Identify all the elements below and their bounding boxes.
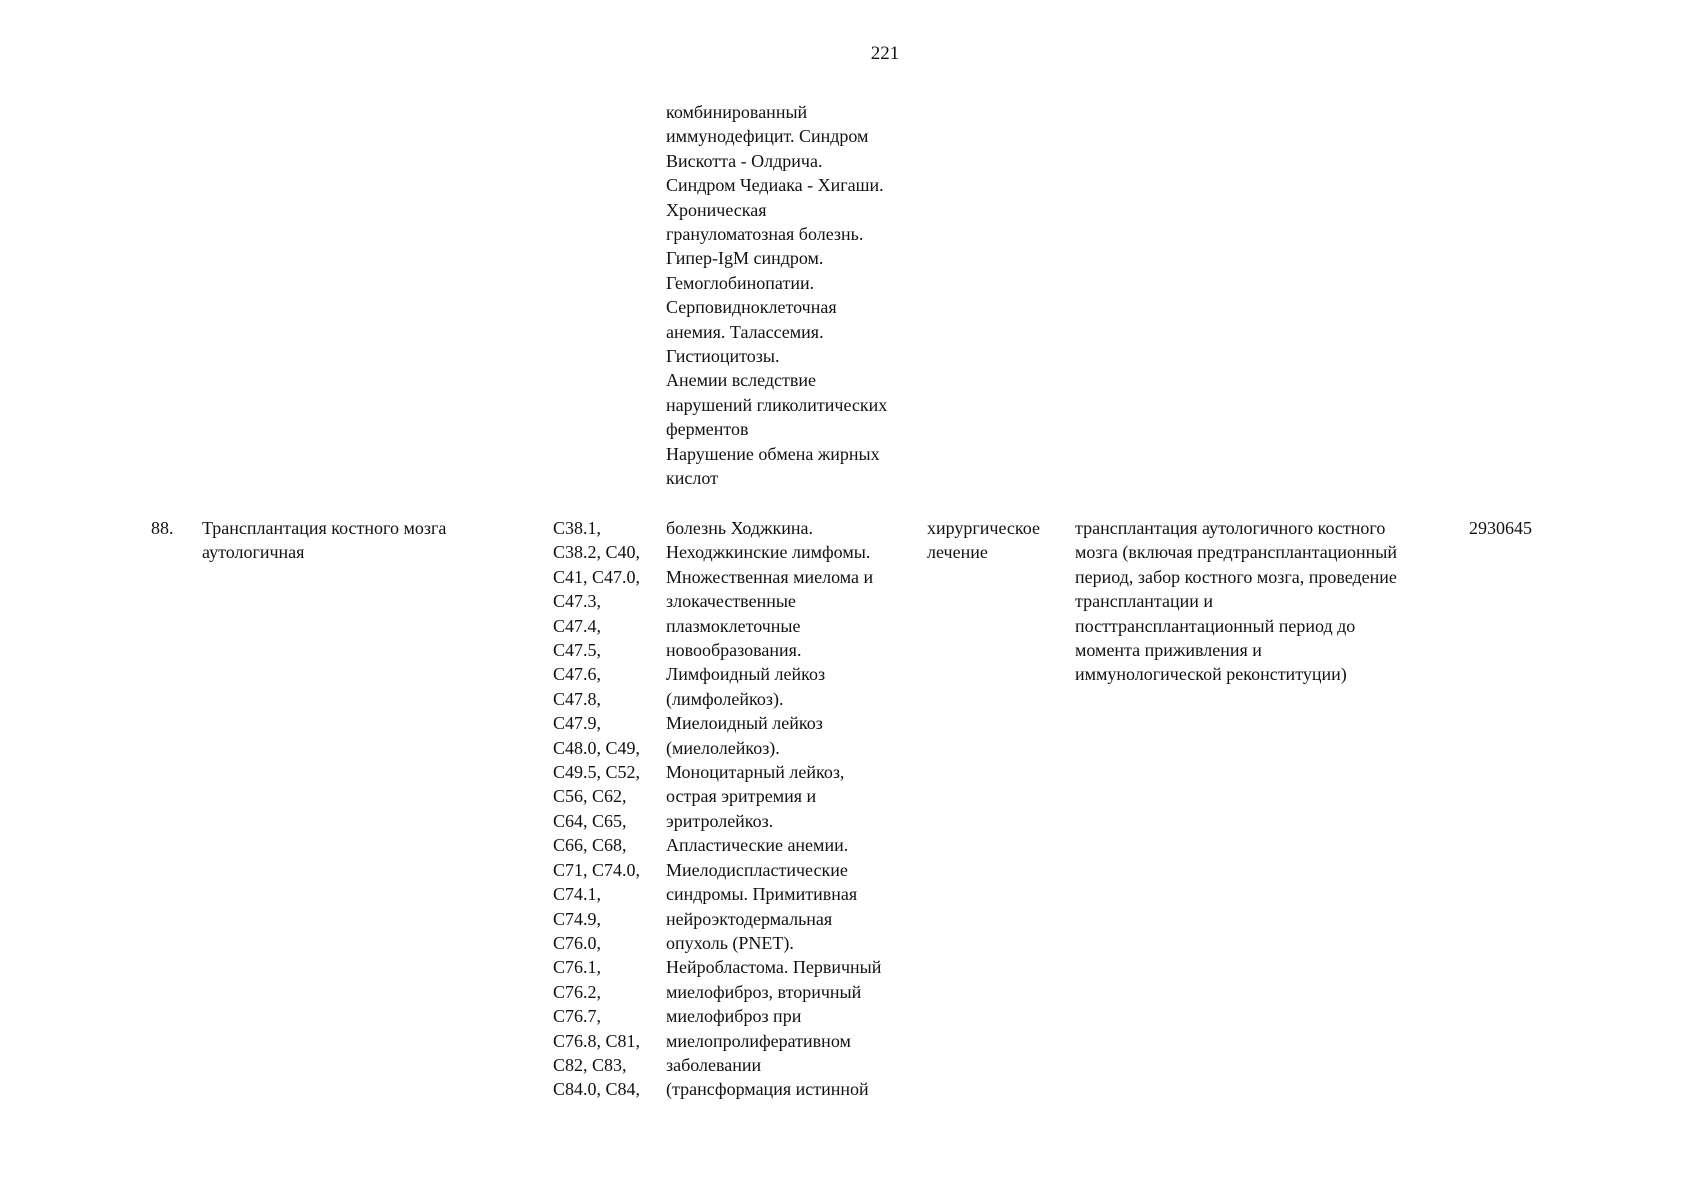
cell-line: трансплантации и	[1075, 591, 1214, 612]
cell-line: трансплантация аутологичного костного	[1075, 518, 1386, 538]
cell-line: лечение	[927, 542, 988, 563]
cell-line: Хроническая	[666, 199, 767, 220]
cell-line: Трансплантация костного мозга	[202, 518, 447, 538]
cell-line: C47.8,	[553, 688, 602, 709]
cell-line: посттрансплантационный период до	[1075, 615, 1356, 636]
cell-line: C38.2, C40,	[553, 542, 641, 563]
cell-line: период, забор костного мозга, проведение	[1075, 566, 1397, 587]
cell-line: Миелоидный лейкоз	[666, 713, 823, 734]
row-number: 88.	[151, 518, 174, 538]
cell-line: C66, C68,	[553, 835, 627, 856]
cell-line: Вискотта - Олдрича.	[666, 150, 823, 171]
cell-line: (миелолейкоз).	[666, 737, 780, 758]
cell-line: Серповидноклеточная	[666, 297, 837, 318]
cell-line: момента приживления и	[1075, 640, 1262, 661]
cell-line: Гистиоцитозы.	[666, 346, 780, 367]
diagnosis-cell	[666, 516, 881, 1102]
cell-line: C38.1,	[553, 518, 602, 538]
cell-line: C47.3,	[553, 591, 602, 612]
cell-line: Нейробластома. Первичный	[666, 957, 882, 978]
cell-line: злокачественные	[666, 591, 796, 612]
cell-line: C47.5,	[553, 640, 602, 661]
cell-line: хирургическое	[927, 518, 1040, 538]
treatment-type-cell	[927, 516, 1040, 565]
cell-line: C76.7,	[553, 1006, 602, 1027]
cell-line: Множественная миелома и	[666, 566, 874, 587]
cell-line: C76.8, C81,	[553, 1030, 641, 1051]
cell-line: Неходжкинские лимфомы.	[666, 542, 871, 563]
icd-codes-cell	[553, 516, 640, 1102]
cell-line: (трансформация истинной	[666, 1079, 869, 1100]
continued-diagnosis-cell	[666, 100, 887, 491]
cell-line: C56, C62,	[553, 786, 627, 807]
cell-line: Миелодиспластические	[666, 859, 848, 880]
cell-line: миелофиброз, вторичный	[666, 981, 862, 1002]
procedure-name-cell	[202, 516, 446, 565]
cell-line: Нарушение обмена жирных	[666, 443, 880, 464]
cell-line: комбинированный	[666, 102, 808, 122]
cell-line: аутологичная	[202, 542, 305, 563]
cell-line: нейроэктодермальная	[666, 908, 833, 929]
cell-line: Гемоглобинопатии.	[666, 272, 815, 293]
cell-line: C71, C74.0,	[553, 859, 641, 880]
cell-line: C74.9,	[553, 908, 602, 929]
cell-line: C76.1,	[553, 957, 602, 978]
cell-line: C84.0, C84,	[553, 1079, 641, 1100]
cell-line: нарушений гликолитических	[666, 394, 888, 415]
cell-line: острая эритремия и	[666, 786, 817, 807]
cell-line: иммунодефицит. Синдром	[666, 126, 869, 147]
cost-cell: 2930645	[1469, 518, 1532, 538]
cell-line: Гипер-IgM синдром.	[666, 248, 824, 269]
cell-line: C74.1,	[553, 884, 602, 905]
cell-line: C47.6,	[553, 664, 602, 685]
cell-line: C76.0,	[553, 932, 602, 953]
treatment-method-cell	[1075, 516, 1397, 687]
cell-line: C49.5, C52,	[553, 762, 641, 783]
cell-line: Лимфоидный лейкоз	[666, 664, 826, 685]
cell-line: миелофиброз при	[666, 1006, 802, 1027]
cell-line: C76.2,	[553, 981, 602, 1002]
cell-line: Апластические анемии.	[666, 835, 849, 856]
cell-line: ферментов	[666, 419, 749, 440]
cell-line: заболевании	[666, 1054, 762, 1075]
cell-line: Синдром Чедиака - Хигаши.	[666, 175, 884, 196]
cell-line: Анемии вследствие	[666, 370, 817, 391]
cell-line: C48.0, C49,	[553, 737, 641, 758]
page-number: 221	[870, 43, 900, 64]
cell-line: миелопролиферативном	[666, 1030, 851, 1051]
cell-line: анемия. Талассемия.	[666, 321, 824, 342]
cell-line: C47.9,	[553, 713, 602, 734]
cell-line: опухоль (PNET).	[666, 932, 794, 953]
cell-line: (лимфолейкоз).	[666, 688, 784, 709]
cell-line: болезнь Ходжкина.	[666, 518, 814, 538]
cell-line: новообразования.	[666, 640, 802, 661]
cell-line: C64, C65,	[553, 810, 627, 831]
cell-line: грануломатозная болезнь.	[666, 224, 864, 245]
cell-line: мозга (включая предтрансплантационный	[1075, 542, 1397, 563]
cell-line: эритролейкоз.	[666, 810, 774, 831]
cell-line: Моноцитарный лейкоз,	[666, 762, 845, 783]
cell-line: кислот	[666, 468, 718, 489]
cell-line: C82, C83,	[553, 1054, 627, 1075]
cell-line: C41, C47.0,	[553, 566, 641, 587]
cell-line: плазмоклеточные	[666, 615, 801, 636]
cell-line: C47.4,	[553, 615, 602, 636]
cell-line: иммунологической реконституции)	[1075, 664, 1347, 685]
cell-line: синдромы. Примитивная	[666, 884, 858, 905]
